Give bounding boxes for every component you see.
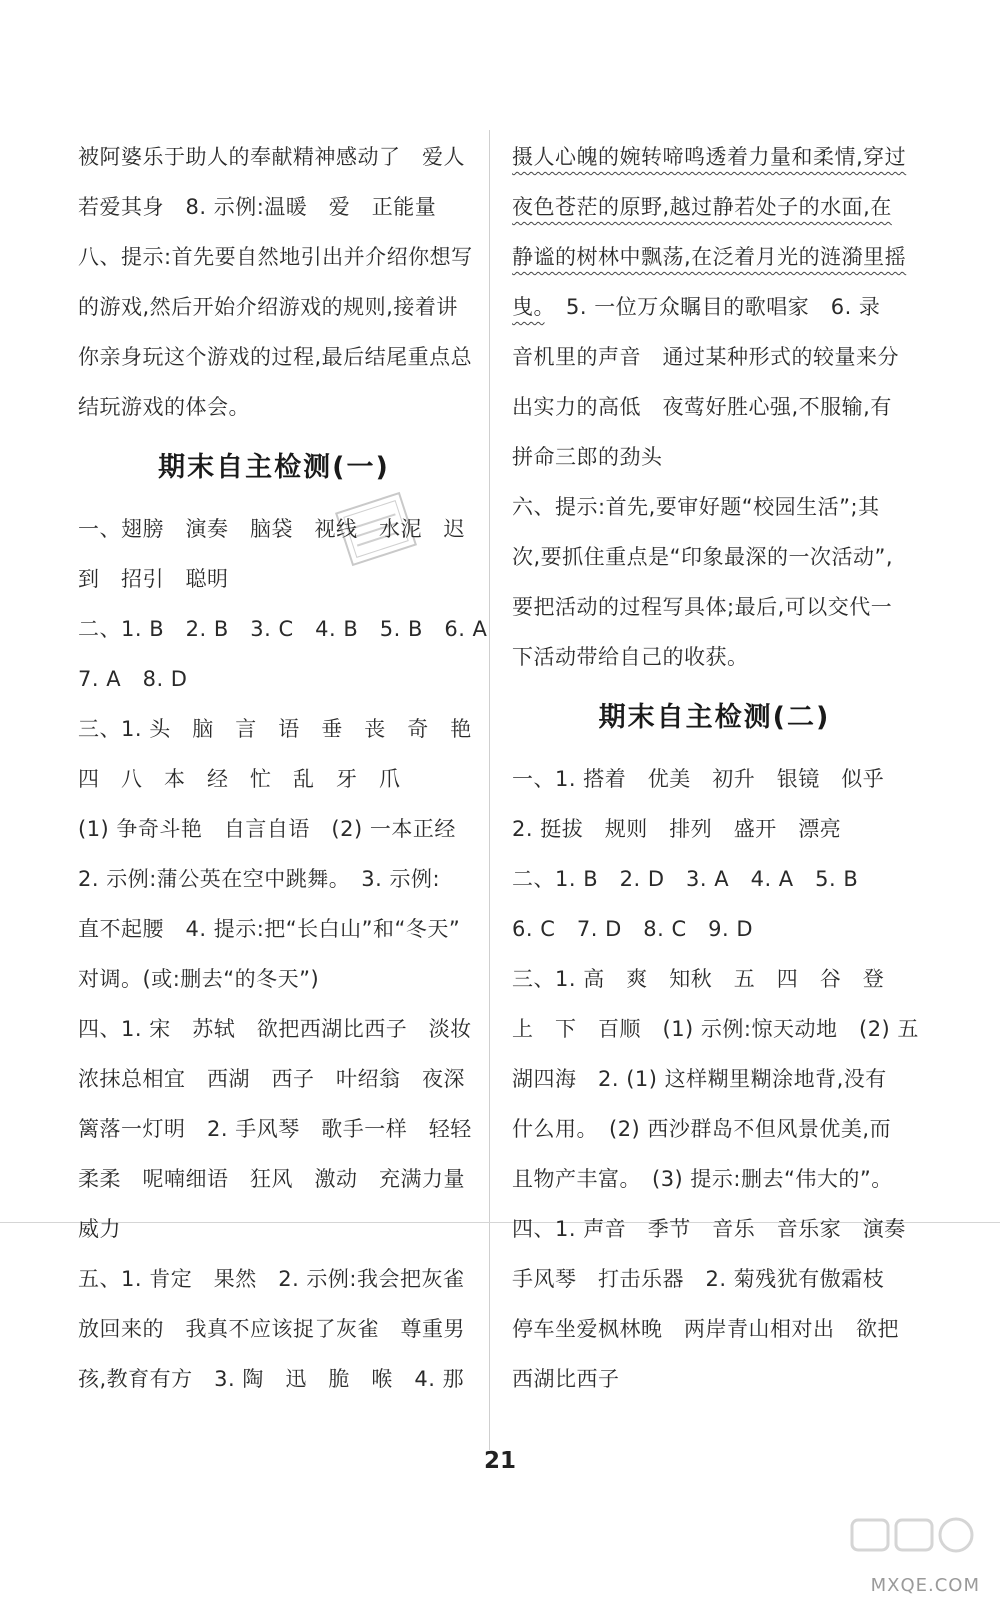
text-line: (1) 争奇斗艳 自言自语 (2) 一本正经	[78, 817, 456, 841]
text-line: 六、提示:首先,要审好题“校园生活”;其	[512, 495, 880, 519]
text-line	[512, 232, 917, 282]
text-line: 要把活动的过程写具体;最后,可以交代一	[512, 595, 893, 619]
text-line: 四 八 本 经 忙 乱 牙 爪	[78, 767, 401, 791]
text-line: 下活动带给自己的收获。	[512, 645, 749, 669]
text-line: 被阿婆乐于助人的奉献精神感动了 爱人	[78, 145, 465, 169]
text-line: 你亲身玩这个游戏的过程,最后结尾重点总	[78, 345, 473, 369]
text-line: 湖四海 2. (1) 这样糊里糊涂地背,没有	[512, 1067, 887, 1091]
text-line: 停车坐爱枫林晚 两岸青山相对出 欲把	[512, 1317, 899, 1341]
text-line: 二、1. B 2. B 3. C 4. B 5. B 6. A	[78, 617, 488, 641]
watermark-logo-graphic	[846, 1514, 986, 1584]
wavy-underlined-text: 夜色苍茫的原野,越过静若处子的水面,在	[512, 195, 892, 219]
text-line: 一、翅膀 演奏 脑袋 视线 水泥 迟	[78, 517, 465, 541]
wavy-underlined-text: 曳。	[512, 295, 545, 319]
wavy-underlined-text: 摄人心魄的婉转啼鸣透着力量和柔情,穿过	[512, 145, 907, 169]
text-line: 八、提示:首先要自然地引出并介绍你想写	[78, 245, 473, 269]
text-line: 次,要抓住重点是“印象最深的一次活动”,	[512, 545, 894, 569]
text-line	[512, 182, 917, 232]
text-line: 出实力的高低 夜莺好胜心强,不服输,有	[512, 395, 892, 419]
text-line	[512, 132, 917, 182]
text-line: 6. C 7. D 8. C 9. D	[512, 917, 754, 941]
page-number: 21	[483, 1448, 516, 1474]
section-heading-test-1: 期末自主检测(一)	[158, 452, 390, 483]
text-run: 5. 一位万众瞩目的歌唱家 6. 录	[544, 295, 881, 319]
left-block-2	[78, 504, 488, 1404]
right-column	[512, 132, 917, 1404]
text-line: 手风琴 打击乐器 2. 菊残犹有傲霜枝	[512, 1267, 885, 1291]
text-line: 二、1. B 2. D 3. A 4. A 5. B	[512, 867, 859, 891]
text-line: 柔柔 呢喃细语 狂风 激动 充满力量	[78, 1167, 465, 1191]
text-line: 到 招引 聪明	[78, 567, 229, 591]
text-line: 拼命三郎的劲头	[512, 445, 663, 469]
watermark-text: MXQE.COM	[870, 1575, 980, 1596]
text-line: 的游戏,然后开始介绍游戏的规则,接着讲	[78, 295, 458, 319]
text-line: 三、1. 高 爽 知秋 五 四 谷 登	[512, 967, 885, 991]
right-block-1	[512, 132, 917, 682]
text-line: 威力	[78, 1217, 121, 1241]
left-column	[78, 132, 488, 1404]
text-line: 五、1. 肯定 果然 2. 示例:我会把灰雀	[78, 1267, 465, 1291]
text-line: 上 下 百顺 (1) 示例:惊天动地 (2) 五	[512, 1017, 919, 1041]
text-line	[512, 282, 917, 332]
text-line: 四、1. 声音 季节 音乐 音乐家 演奏	[512, 1217, 906, 1241]
section-heading-test-2: 期末自主检测(二)	[598, 702, 831, 733]
text-line: 7. A 8. D	[78, 667, 188, 691]
text-line: 2. 挺拔 规则 排列 盛开 漂亮	[512, 817, 842, 841]
wavy-underlined-text: 静谧的树林中飘荡,在泛着月光的涟漪里摇	[512, 245, 907, 269]
text-line: 篱落一灯明 2. 手风琴 歌手一样 轻轻	[78, 1117, 472, 1141]
text-line: 孩,教育有方 3. 陶 迅 脆 喉 4. 那	[78, 1367, 465, 1391]
text-line: 且物产丰富。 (3) 提示:删去“伟大的”。	[512, 1167, 893, 1191]
text-line: 若爱其身 8. 示例:温暖 爱 正能量	[78, 195, 437, 219]
text-line: 音机里的声音 通过某种形式的较量来分	[512, 345, 899, 369]
text-line: 直不起腰 4. 提示:把“长白山”和“冬天”	[78, 917, 461, 941]
text-line: 三、1. 头 脑 言 语 垂 丧 奇 艳	[78, 717, 472, 741]
right-block-2	[512, 754, 917, 1404]
column-divider	[489, 130, 490, 1450]
left-block-1	[78, 132, 473, 432]
text-line: 浓抹总相宜 西湖 西子 叶绍翁 夜深	[78, 1067, 465, 1091]
text-line: 什么用。 (2) 西沙群岛不但风景优美,而	[512, 1117, 892, 1141]
text-line: 结玩游戏的体会。	[78, 395, 250, 419]
text-line: 对调。(或:删去“的冬天”)	[78, 967, 320, 991]
text-line: 四、1. 宋 苏轼 欲把西湖比西子 淡妆	[78, 1017, 472, 1041]
text-line: 2. 示例:蒲公英在空中跳舞。 3. 示例:	[78, 867, 441, 891]
text-line: 放回来的 我真不应该捉了灰雀 尊重男	[78, 1317, 465, 1341]
text-line: 西湖比西子	[512, 1367, 620, 1391]
text-line: 一、1. 搭着 优美 初升 银镜 似乎	[512, 767, 885, 791]
